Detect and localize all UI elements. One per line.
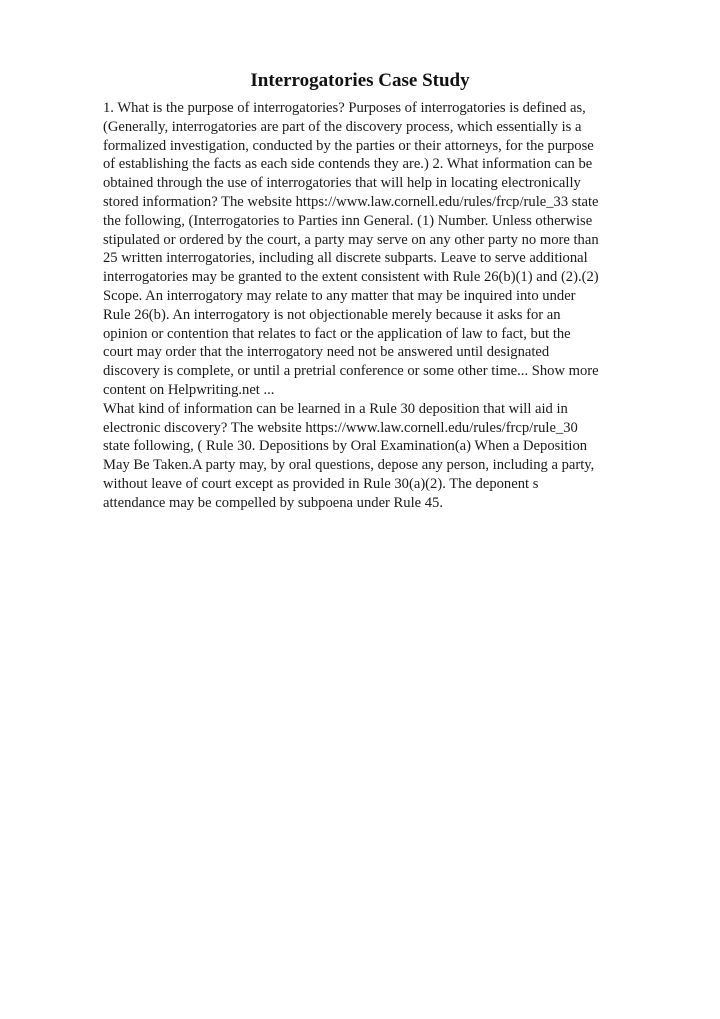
document-title: Interrogatories Case Study bbox=[250, 70, 470, 91]
text-line: formalized investigation, conducted by the parties or their attorneys, for the purpose bbox=[103, 137, 594, 154]
text-line: the following, (Interrogatories to Parties inn General. (1) Number. Unless otherwise bbox=[103, 212, 593, 229]
text-line: Scope. An interrogatory may relate to any matter that may be inquired into under bbox=[103, 287, 576, 304]
text-line: electronic discovery? The website https://www.law.cornell.edu/rules/frcp/rule_30 bbox=[103, 419, 578, 436]
text-line: Rule 26(b). An interrogatory is not objectionable merely because it asks for an bbox=[103, 306, 561, 323]
text-line: without leave of court except as provided in Rule 30(a)(2). The deponent s bbox=[103, 475, 539, 492]
text-line: attendance may be compelled by subpoena under Rule 45. bbox=[103, 494, 444, 511]
text-line: 25 written interrogatories, including all discrete subparts. Leave to serve additional bbox=[103, 250, 588, 267]
text-line: stored information? The website https://www.law.cornell.edu/rules/frcp/rule_33 state bbox=[103, 193, 599, 210]
text-line: court may order that the interrogatory need not be answered until designated bbox=[103, 344, 550, 361]
text-line: interrogatories may be granted to the extent consistent with Rule 26(b)(1) and (2).(2) bbox=[103, 269, 599, 286]
text-line: opinion or contention that relates to fact or the application of law to fact, but the bbox=[103, 325, 571, 342]
text-line: obtained through the use of interrogatories that will help in locating electronically bbox=[103, 175, 581, 192]
text-line: 1. What is the purpose of interrogatories? Purposes of interrogatories is defined as, bbox=[103, 100, 586, 116]
text-line: What kind of information can be learned in a Rule 30 deposition that will aid in bbox=[103, 400, 568, 417]
text-line: of establishing the facts as each side contends they are.) 2. What information can be bbox=[103, 156, 593, 173]
text-line: (Generally, interrogatories are part of the discovery process, which essentially is a bbox=[103, 118, 582, 135]
text-line: state following, ( Rule 30. Depositions by Oral Examination(a) When a Deposition bbox=[103, 438, 588, 455]
text-line: May Be Taken.A party may, by oral questions, depose any person, including a party, bbox=[103, 457, 595, 474]
text-line: discovery is complete, or until a pretrial conference or some other time... Show more bbox=[103, 363, 599, 380]
text-line: content on Helpwriting.net ... bbox=[103, 381, 275, 398]
text-line: stipulated or ordered by the court, a party may serve on any other party no more than bbox=[103, 231, 599, 248]
document-body bbox=[103, 99, 657, 513]
